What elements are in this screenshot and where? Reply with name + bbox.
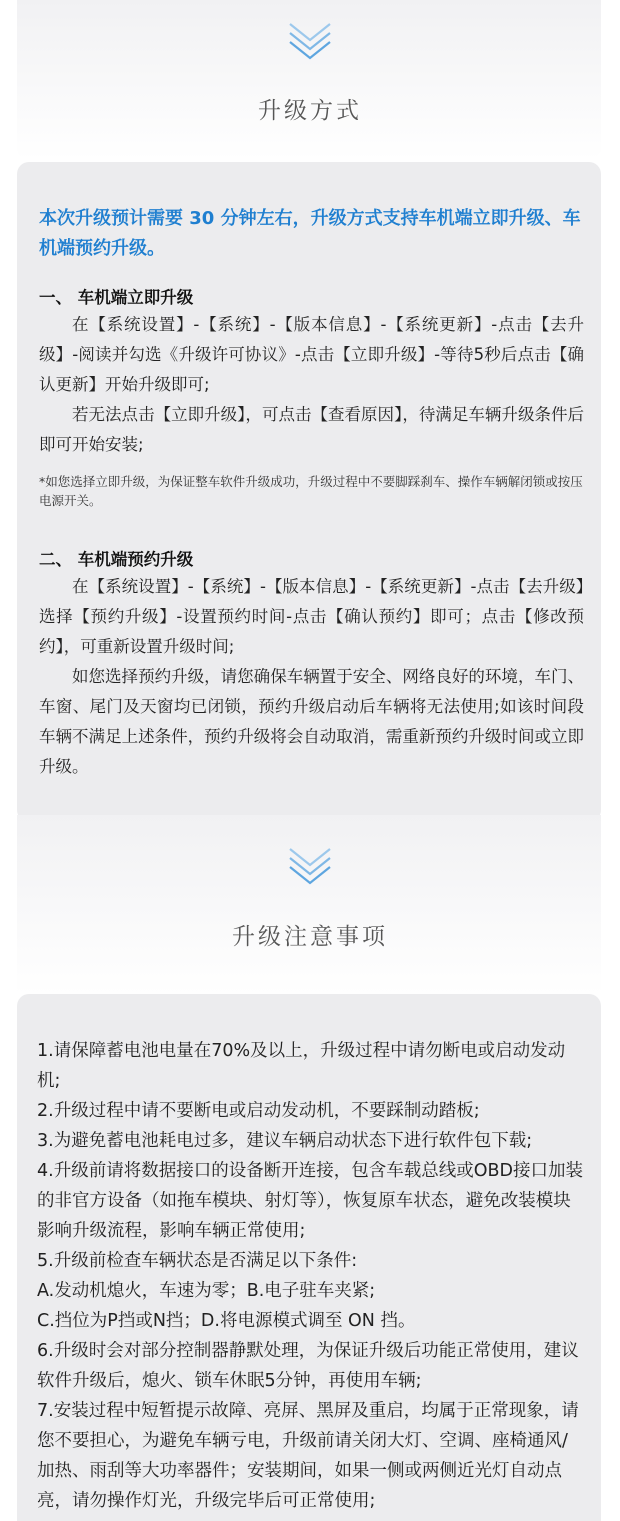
chevron-down-double-icon — [287, 845, 333, 889]
upgrade-notes-card — [17, 994, 601, 1521]
upgrade-lead-text: 本次升级预计需要 30 分钟左右，升级方式支持车机端立即升级、车机端预约升级。 — [39, 208, 581, 259]
list-item: 5.升级前检查车辆状态是否满足以下条件: — [37, 1251, 358, 1271]
upgrade-method-card — [17, 162, 601, 822]
scheduled-upgrade-steps: 在【系统设置】-【系统】-【版本信息】-【系统更新】-点击【去升级】选择【预约升级】-设置预约时间-点击【确认预约】即可；点击【修改预约】，可重新设置升级时间; — [39, 577, 584, 656]
scheduled-upgrade-conditions: 如您选择预约升级，请您确保车辆置于安全、网络良好的环境，车门、车窗、尾门及天窗均已闭锁，预约升级启动后车辆将无法使用;如该时间段车辆不满足上述条件，预约升级将会自动取消，需重新预约升级时间或立即升级。 — [39, 667, 584, 776]
list-item: A.发动机熄火，车速为零；B.电子驻车夹紧; — [37, 1281, 376, 1301]
immediate-upgrade-steps: 在【系统设置】-【系统】-【版本信息】-【系统更新】-点击【去升级】-阅读并勾选《升级许可协议》-点击【立即升级】-等待5秒后点击【确认更新】开始升级即可; — [39, 315, 584, 394]
heading-immediate-upgrade: 一、 车机端立即升级 — [39, 288, 194, 307]
heading-scheduled-upgrade: 二、 车机端预约升级 — [39, 550, 194, 569]
upgrade-notes-list — [37, 1036, 585, 1516]
section-title-upgrade-notes: 升级注意事项 — [232, 924, 388, 950]
section-title-upgrade-method: 升级方式 — [258, 98, 362, 124]
list-item: 3.为避免蓄电池耗电过多，建议车辆启动状态下进行软件包下载; — [37, 1131, 533, 1151]
immediate-upgrade-note: *如您选择立即升级，为保证整车软件升级成功，升级过程中不要脚踩刹车、操作车辆解闭锁或按压电源开关。 — [39, 474, 583, 508]
list-item: 4.升级前请将数据接口的设备断开连接，包含车载总线或OBD接口加装的非官方设备（如拖车模块、射灯等），恢复原车状态，避免改装模块影响升级流程，影响车辆正常使用; — [37, 1161, 583, 1241]
list-item: 7.安装过程中短暂提示故障、亮屏、黑屏及重启，均属于正常现象，请您不要担心，为避免车辆亏电，升级前请关闭大灯、空调、座椅通风/加热、雨刮等大功率器件；安装期间，如果一侧或两侧近光灯自动点亮，请勿操作灯光，升级完毕后可正常使用; — [37, 1401, 579, 1511]
list-item: 6.升级时会对部分控制器静默处理，为保证升级后功能正常使用，建议软件升级后，熄火、锁车休眠5分钟，再使用车辆; — [37, 1341, 579, 1391]
list-item: C.挡位为P挡或N挡；D.将电源模式调至 ON 挡。 — [37, 1311, 416, 1331]
header-band-upgrade-notes — [17, 815, 601, 995]
list-item: 2.升级过程中请不要断电或启动发动机，不要踩制动踏板; — [37, 1101, 480, 1121]
list-item: 1.请保障蓄电池电量在70%及以上，升级过程中请勿断电或启动发动机; — [37, 1041, 566, 1091]
chevron-down-double-icon — [287, 20, 333, 64]
immediate-upgrade-fallback: 若无法点击【立即升级】，可点击【查看原因】，待满足车辆升级条件后即可开始安装; — [39, 405, 584, 454]
